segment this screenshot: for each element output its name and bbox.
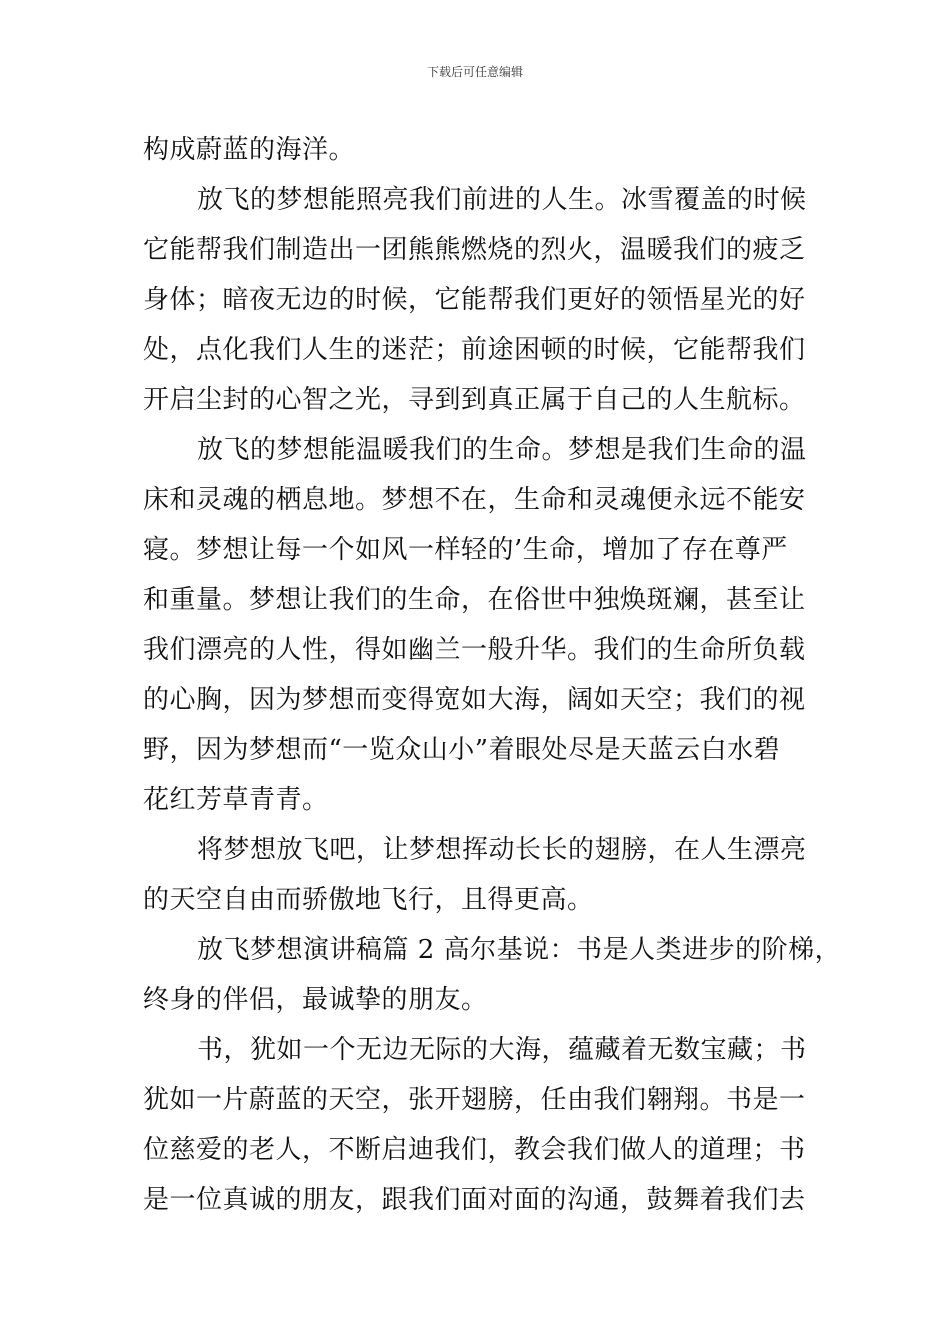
text-line: 的天空自由而骄傲地飞行，且得更高。 <box>143 885 594 915</box>
text-line: 野，因为梦想而“一览众山小”着眼处尽是天蓝云白水碧 <box>143 735 781 765</box>
body-text <box>143 125 842 1225</box>
text-line: 书，犹如一个无边无际的大海，蕴藏着无数宝藏；书 <box>197 1035 807 1065</box>
text-line: 寝。梦想让每一个如风一样轻的’生命，增加了存在尊严 <box>143 535 788 565</box>
text-line: 我们漂亮的人性，得如幽兰一般升华。我们的生命所负载 <box>143 635 806 665</box>
text-line: 身体；暗夜无边的时候，它能帮我们更好的领悟星光的好 <box>143 285 806 315</box>
text-line: 花红芳草青青。 <box>143 785 329 815</box>
text-line: 终身的伴侣，最诚挚的朋友。 <box>143 985 488 1015</box>
text-line: 它能帮我们制造出一团熊熊燃烧的烈火，温暖我们的疲乏 <box>143 235 806 265</box>
text-line: 放飞梦想演讲稿篇 2 高尔基说：书是人类进步的阶梯， <box>197 935 842 965</box>
page-header: 下载后可任意编辑 <box>426 65 523 79</box>
text-line: 和重量。梦想让我们的生命，在俗世中独焕斑斓，甚至让 <box>143 585 806 615</box>
text-line: 犹如一片蔚蓝的天空，张开翅膀，任由我们翱翔。书是一 <box>143 1085 806 1115</box>
text-line: 放飞的梦想能照亮我们前进的人生。冰雪覆盖的时候 <box>197 185 807 215</box>
text-line: 放飞的梦想能温暖我们的生命。梦想是我们生命的温 <box>197 435 807 465</box>
text-line: 将梦想放飞吧，让梦想挥动长长的翅膀，在人生漂亮 <box>197 835 807 865</box>
text-line: 的心胸，因为梦想而变得宽如大海，阔如天空；我们的视 <box>143 685 806 715</box>
text-line: 处，点化我们人生的迷茫；前途困顿的时候，它能帮我们 <box>143 335 806 365</box>
text-line: 是一位真诚的朋友，跟我们面对面的沟通，鼓舞着我们去 <box>143 1185 806 1215</box>
text-line: 位慈爱的老人，不断启迪我们，教会我们做人的道理；书 <box>143 1135 806 1165</box>
text-line: 开启尘封的心智之光，寻到到真正属于自己的人生航标。 <box>143 385 806 415</box>
text-line: 构成蔚蓝的海洋。 <box>143 135 356 165</box>
text-line: 床和灵魂的栖息地。梦想不在，生命和灵魂便永远不能安 <box>143 485 806 515</box>
